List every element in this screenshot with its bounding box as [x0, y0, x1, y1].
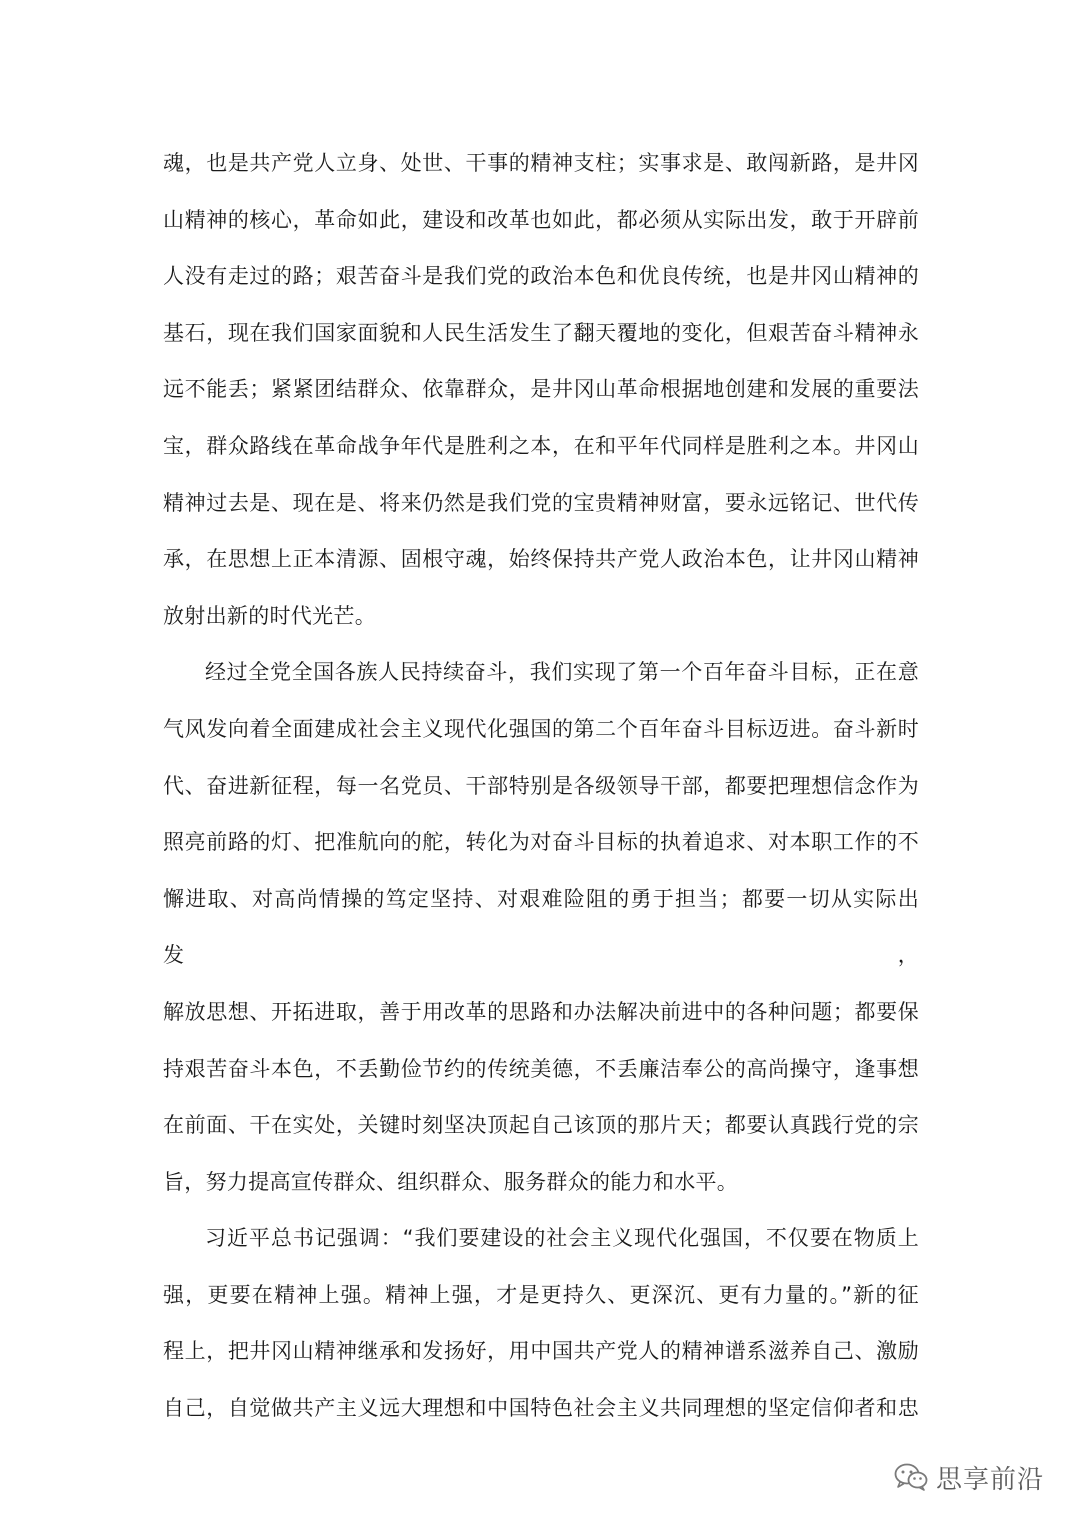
text-line: 旨，努力提高宣传群众、组织群众、服务群众的能力和水平。 [163, 1169, 739, 1194]
text-line: 精神过去是、现在是、将来仍然是我们党的宝贵精神财富，要永远铭记、世代传 [163, 490, 919, 515]
wechat-icon [894, 1463, 928, 1491]
text-line: 在前面、干在实处，关键时刻坚决顶起自己该顶的那片天；都要认真践行党的宗 [163, 1113, 919, 1138]
text-line: 懈进取、对高尚情操的笃定坚持、对艰难险阻的勇于担当；都要一切从实际出发， [163, 886, 919, 968]
text-line: 远不能丢；紧紧团结群众、依靠群众，是井冈山革命根据地创建和发展的重要法 [163, 377, 919, 402]
text-line: 强，更要在精神上强。精神上强，才是更持久、更深沉、更有力量的。”新的征 [163, 1282, 919, 1307]
watermark [894, 1455, 1044, 1499]
paragraph-1 [163, 135, 919, 644]
text-line: 习近平总书记强调：“我们要建设的社会主义现代化强国，不仅要在物质上 [205, 1226, 919, 1251]
text-line: 魂，也是共产党人立身、处世、干事的精神支柱；实事求是、敢闯新路，是井冈 [163, 151, 919, 175]
text-line: 照亮前路的灯、把准航向的舵，转化为对奋斗目标的执着追求、对本职工作的不 [163, 830, 919, 855]
watermark-text: 思享前沿 [935, 1464, 1044, 1495]
text-line: 代、奋进新征程，每一名党员、干部特别是各级领导干部，都要把理想信念作为 [163, 773, 919, 798]
text-line: 基石，现在我们国家面貌和人民生活发生了翻天覆地的变化，但艰苦奋斗精神永 [163, 320, 919, 345]
text-line: 气风发向着全面建成社会主义现代化强国的第二个百年奋斗目标迈进。奋斗新时 [163, 716, 919, 741]
text-line: 山精神的核心，革命如此，建设和改革也如此，都必须从实际出发，敢于开辟前 [163, 207, 919, 232]
text-line: 自己，自觉做共产主义远大理想和中国特色社会主义共同理想的坚定信仰者和忠 [163, 1396, 919, 1421]
text-line: 承，在思想上正本清源、固根守魂，始终保持共产党人政治本色，让井冈山精神 [163, 547, 919, 572]
text-line: 程上，把井冈山精神继承和发扬好，用中国共产党人的精神谱系滋养自己、激励 [163, 1339, 919, 1364]
text-line: 放射出新的时代光芒。 [163, 603, 376, 628]
text-line: 持艰苦奋斗本色，不丢勤俭节约的传统美德，不丢廉洁奉公的高尚操守，逢事想 [163, 1056, 919, 1081]
text-line: 宝，群众路线在革命战争年代是胜利之本，在和平年代同样是胜利之本。井冈山 [163, 433, 919, 458]
text-line: 解放思想、开拓进取，善于用改革的思路和办法解决前进中的各种问题；都要保 [163, 999, 919, 1024]
body-text [163, 135, 919, 1437]
text-line: 经过全党全国各族人民持续奋斗，我们实现了第一个百年奋斗目标，正在意 [205, 660, 919, 685]
paragraph-3 [163, 1210, 919, 1436]
paragraph-2 [163, 644, 919, 1210]
text-line: 人没有走过的路；艰苦奋斗是我们党的政治本色和优良传统，也是井冈山精神的 [163, 264, 919, 289]
